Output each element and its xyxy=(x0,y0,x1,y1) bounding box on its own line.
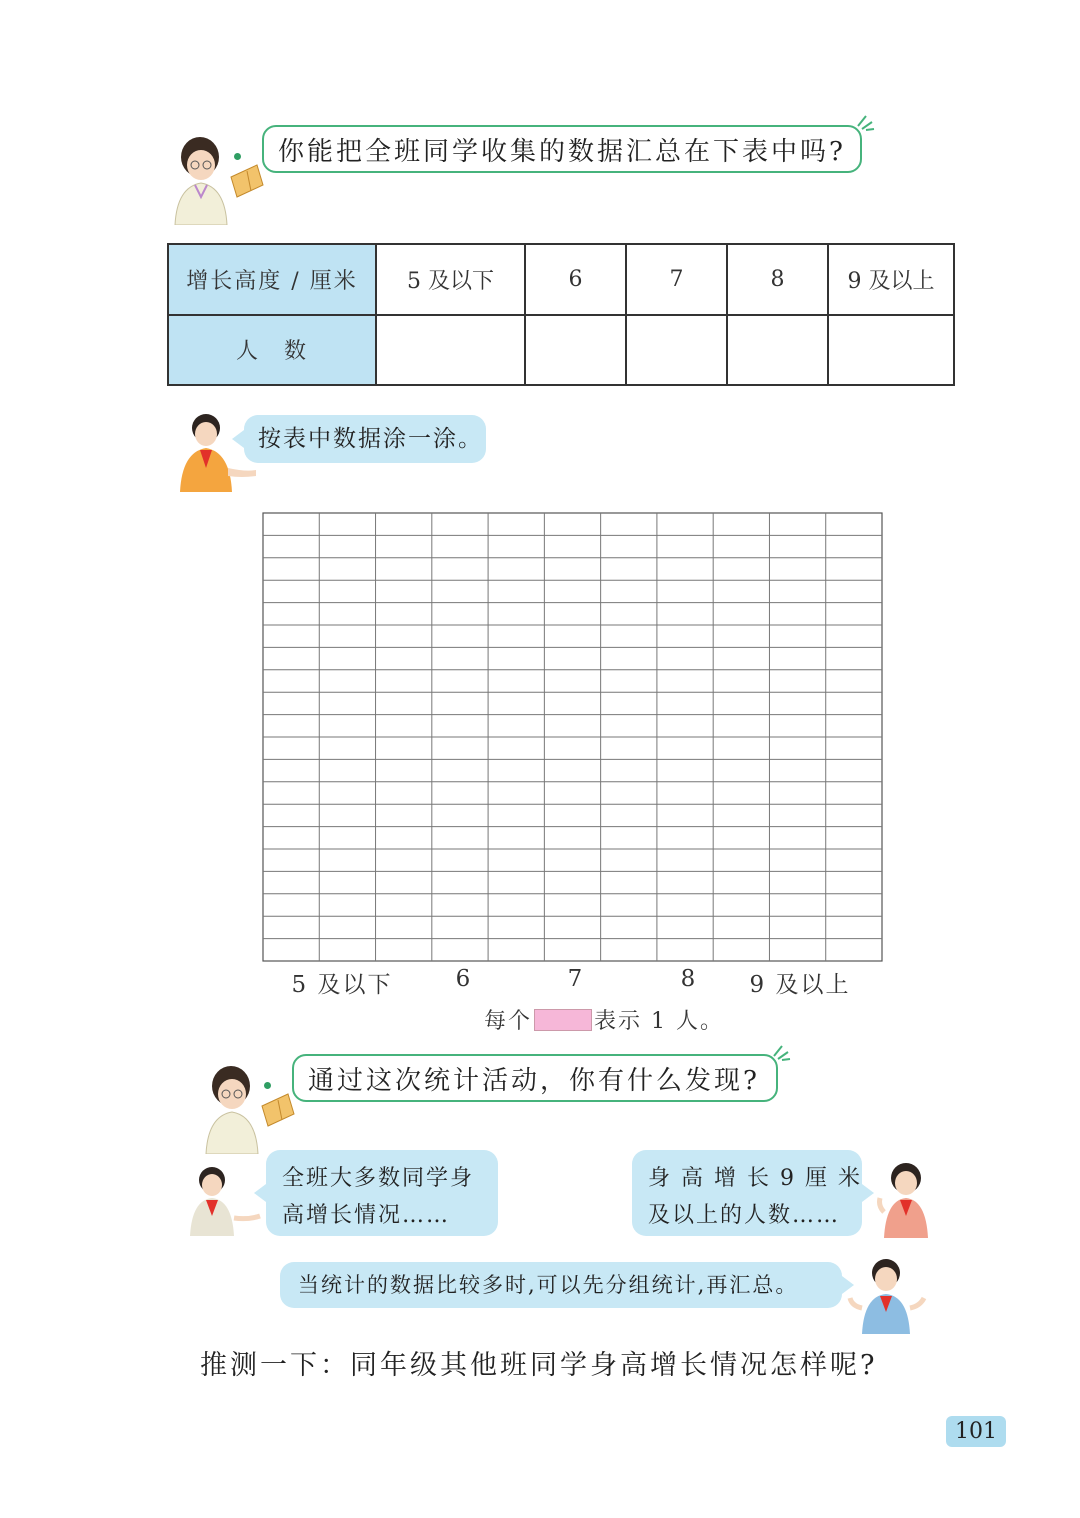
grid-legend xyxy=(484,1004,724,1035)
legend-swatch xyxy=(534,1009,592,1031)
observation-right-line2: 及以上的人数…… xyxy=(648,1203,841,1228)
sparkle-icon xyxy=(856,112,876,132)
discovery-question-text: 通过这次统计活动，你有什么发现? xyxy=(308,1065,760,1096)
inference-question: 推测一下：同年级其他班同学身高增长情况怎样呢? xyxy=(200,1350,878,1381)
grid-x-label: 8 xyxy=(680,966,698,992)
observation-bubble-left xyxy=(266,1150,498,1236)
column-header: 8 xyxy=(727,244,828,315)
table-cell[interactable] xyxy=(828,315,954,386)
grid-x-label: 6 xyxy=(455,966,473,992)
student-boy-illustration xyxy=(846,1258,928,1334)
teacher-illustration xyxy=(196,1064,301,1154)
observation-bubble-right xyxy=(632,1150,862,1236)
table-cell[interactable] xyxy=(626,315,727,386)
teacher-illustration xyxy=(165,135,270,225)
observation-left-line2: 高增长情况…… xyxy=(282,1203,451,1228)
observation-right-line1: 身 高 增 长 9 厘 米 xyxy=(648,1166,862,1191)
discovery-question-bubble xyxy=(292,1054,778,1102)
table-row xyxy=(168,244,954,315)
data-summary-table xyxy=(167,243,955,386)
sparkle-icon xyxy=(772,1042,792,1062)
table-cell[interactable] xyxy=(727,315,828,386)
legend-prefix: 每个 xyxy=(484,1009,533,1034)
student-girl-illustration xyxy=(876,1162,936,1238)
tip-bubble xyxy=(280,1262,842,1308)
page-number: 101 xyxy=(946,1416,1006,1447)
color-instruction-text: 按表中数据涂一涂。 xyxy=(258,426,483,452)
grid-x-label: 5 及以下 xyxy=(291,972,393,998)
column-header: 7 xyxy=(626,244,727,315)
column-header: 6 xyxy=(525,244,626,315)
observation-left-line1: 全班大多数同学身 xyxy=(282,1166,475,1191)
bubble-dot xyxy=(264,1082,271,1089)
bubble-dot xyxy=(234,153,241,160)
column-header: 9 及以上 xyxy=(828,244,954,315)
row-header-count: 人 数 xyxy=(168,315,376,386)
table-cell[interactable] xyxy=(376,315,525,386)
row-header-height: 增长高度 / 厘米 xyxy=(168,244,376,315)
legend-suffix: 表示 1 人。 xyxy=(594,1009,724,1034)
coloring-grid[interactable] xyxy=(262,512,883,962)
teacher-question-bubble xyxy=(262,125,862,173)
grid-x-label: 7 xyxy=(567,966,585,992)
tip-text: 当统计的数据比较多时,可以先分组统计,再汇总。 xyxy=(298,1273,799,1297)
color-instruction-bubble xyxy=(244,415,486,463)
column-header: 5 及以下 xyxy=(376,244,525,315)
table-row xyxy=(168,315,954,386)
grid-x-label: 9 及以上 xyxy=(749,972,851,998)
teacher-question-text: 你能把全班同学收集的数据汇总在下表中吗? xyxy=(278,136,846,167)
table-cell[interactable] xyxy=(525,315,626,386)
